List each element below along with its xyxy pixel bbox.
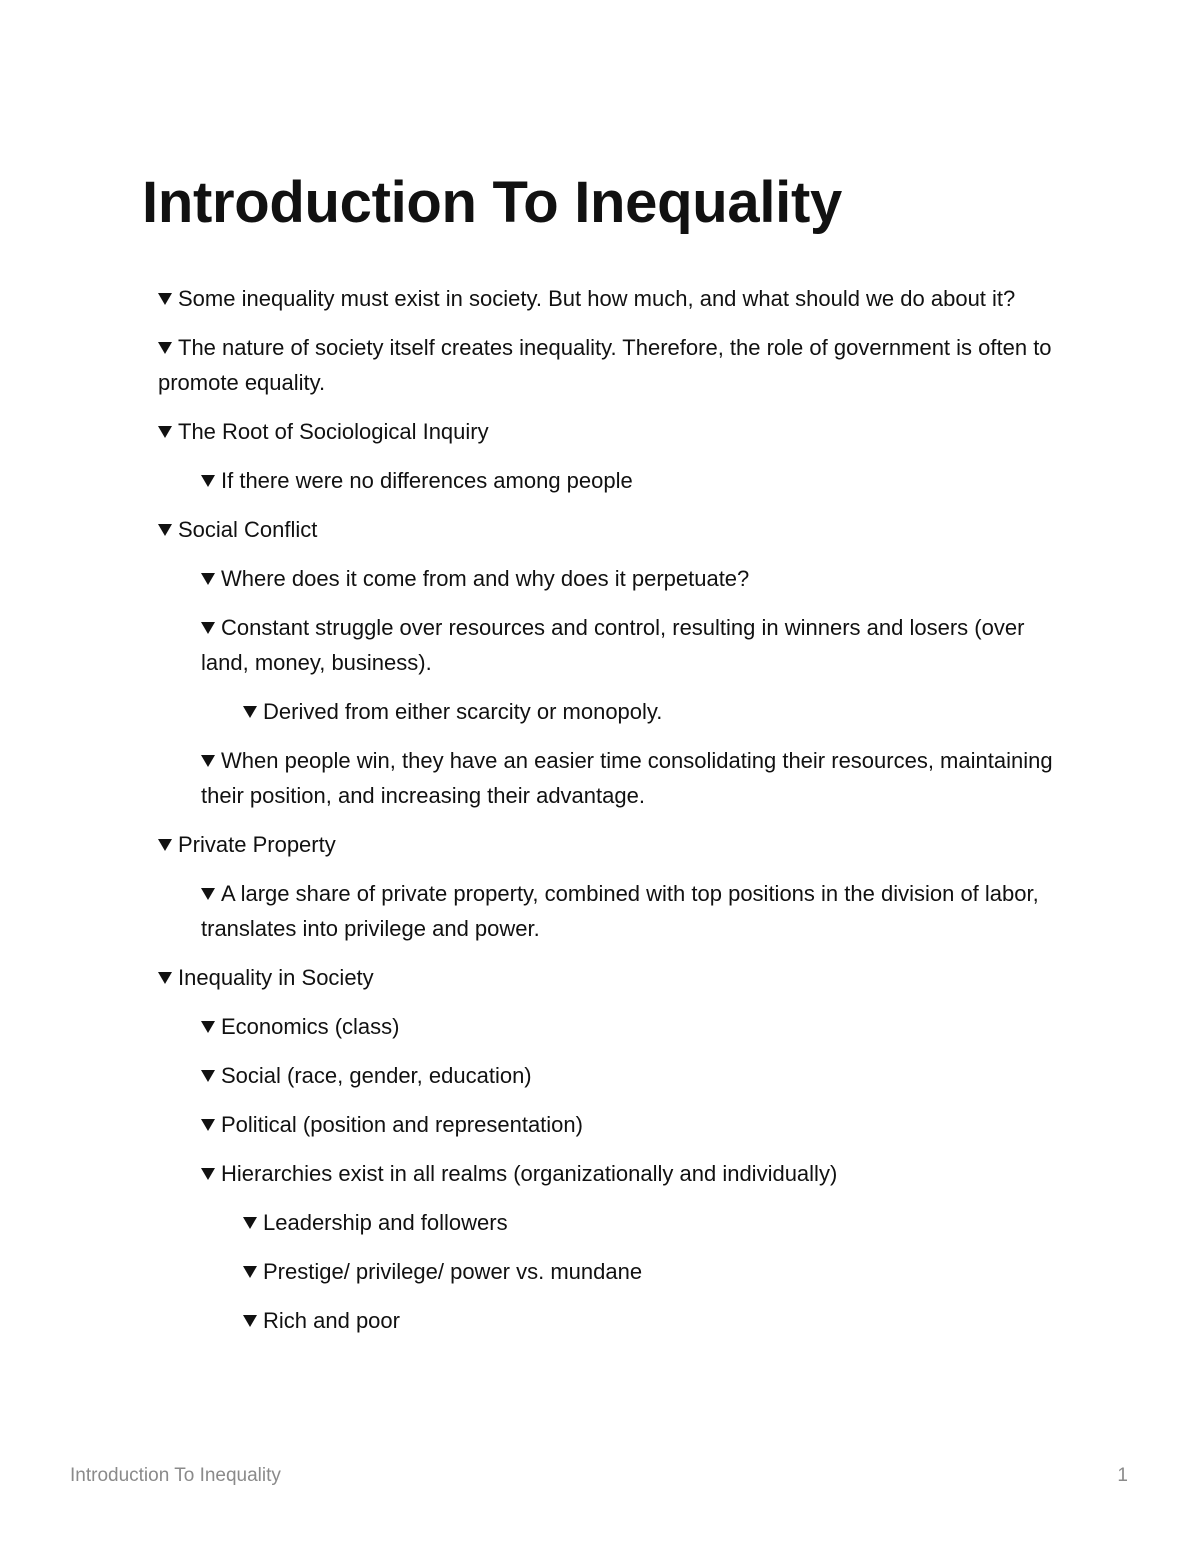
triangle-down-icon[interactable]: [158, 838, 172, 852]
toggle-item-private-property[interactable]: [158, 827, 1068, 862]
triangle-down-icon[interactable]: [158, 425, 172, 439]
toggle-item-text: Social Conflict: [178, 517, 318, 542]
triangle-down-icon[interactable]: [158, 341, 172, 355]
toggle-item-root-of-inquiry[interactable]: [158, 414, 1068, 449]
toggle-item-hierarchies[interactable]: [201, 1156, 1068, 1191]
toggle-item-text: Economics (class): [221, 1014, 400, 1039]
triangle-down-icon[interactable]: [201, 1069, 215, 1083]
triangle-down-icon[interactable]: [201, 754, 215, 768]
toggle-item-text: Where does it come from and why does it perpetuate?: [221, 566, 750, 591]
triangle-down-icon[interactable]: [158, 523, 172, 537]
toggle-item-text: The Root of Sociological Inquiry: [178, 419, 489, 444]
toggle-item-no-differences[interactable]: [201, 463, 1068, 498]
triangle-down-icon[interactable]: [243, 705, 257, 719]
toggle-item-text: Prestige/ privilege/ power vs. mundane: [263, 1259, 643, 1284]
toggle-item-text: A large share of private property, combined with top positions in the division of labor, translates into privilege and power.: [201, 881, 1039, 941]
toggle-item-where-does-it-come-from[interactable]: [201, 561, 1068, 596]
toggle-outline: [158, 281, 1068, 1352]
triangle-down-icon[interactable]: [243, 1216, 257, 1230]
toggle-item-text: Rich and poor: [263, 1308, 400, 1333]
toggle-item-text: Leadership and followers: [263, 1210, 508, 1235]
toggle-item-scarcity-or-monopoly[interactable]: [243, 694, 1068, 729]
toggle-item-text: The nature of society itself creates inequality. Therefore, the role of government is often to promote equality.: [158, 335, 1052, 395]
toggle-item-text: Social (race, gender, education): [221, 1063, 532, 1088]
triangle-down-icon[interactable]: [158, 292, 172, 306]
page-number: 1: [1117, 1465, 1128, 1486]
toggle-item-nature-of-society[interactable]: [158, 330, 1068, 400]
toggle-item-text: Private Property: [178, 832, 336, 857]
toggle-item-rich-and-poor[interactable]: [243, 1303, 1068, 1338]
triangle-down-icon[interactable]: [201, 1167, 215, 1181]
toggle-item-text: Hierarchies exist in all realms (organizationally and individually): [221, 1161, 838, 1186]
toggle-item-text: If there were no differences among people: [221, 468, 633, 493]
triangle-down-icon[interactable]: [201, 1020, 215, 1034]
triangle-down-icon[interactable]: [243, 1314, 257, 1328]
footer-title: Introduction To Inequality: [70, 1465, 281, 1486]
triangle-down-icon[interactable]: [201, 1118, 215, 1132]
toggle-item-social-conflict[interactable]: [158, 512, 1068, 547]
triangle-down-icon[interactable]: [201, 621, 215, 635]
toggle-item-when-people-win[interactable]: [201, 743, 1068, 813]
toggle-item-inequality-in-society[interactable]: [158, 960, 1068, 995]
toggle-item-leadership[interactable]: [243, 1205, 1068, 1240]
toggle-item-text: Constant struggle over resources and control, resulting in winners and losers (over land, money, business).: [201, 615, 1025, 675]
toggle-item-political[interactable]: [201, 1107, 1068, 1142]
toggle-item-social[interactable]: [201, 1058, 1068, 1093]
page-title: Introduction To Inequality: [142, 170, 842, 235]
triangle-down-icon[interactable]: [201, 887, 215, 901]
toggle-item-text: Inequality in Society: [178, 965, 374, 990]
triangle-down-icon[interactable]: [201, 572, 215, 586]
toggle-item-prestige[interactable]: [243, 1254, 1068, 1289]
toggle-item-text: When people win, they have an easier time consolidating their resources, maintaining their position, and increasing their advantage.: [201, 748, 1053, 808]
triangle-down-icon[interactable]: [243, 1265, 257, 1279]
toggle-item-text: Political (position and representation): [221, 1112, 583, 1137]
toggle-item-text: Some inequality must exist in society. But how much, and what should we do about it?: [178, 286, 1016, 311]
triangle-down-icon[interactable]: [201, 474, 215, 488]
toggle-item-constant-struggle[interactable]: [201, 610, 1068, 680]
toggle-item-inequality-must-exist[interactable]: [158, 281, 1068, 316]
toggle-item-large-share[interactable]: [201, 876, 1068, 946]
toggle-item-text: Derived from either scarcity or monopoly.: [263, 699, 663, 724]
toggle-item-economics[interactable]: [201, 1009, 1068, 1044]
triangle-down-icon[interactable]: [158, 971, 172, 985]
